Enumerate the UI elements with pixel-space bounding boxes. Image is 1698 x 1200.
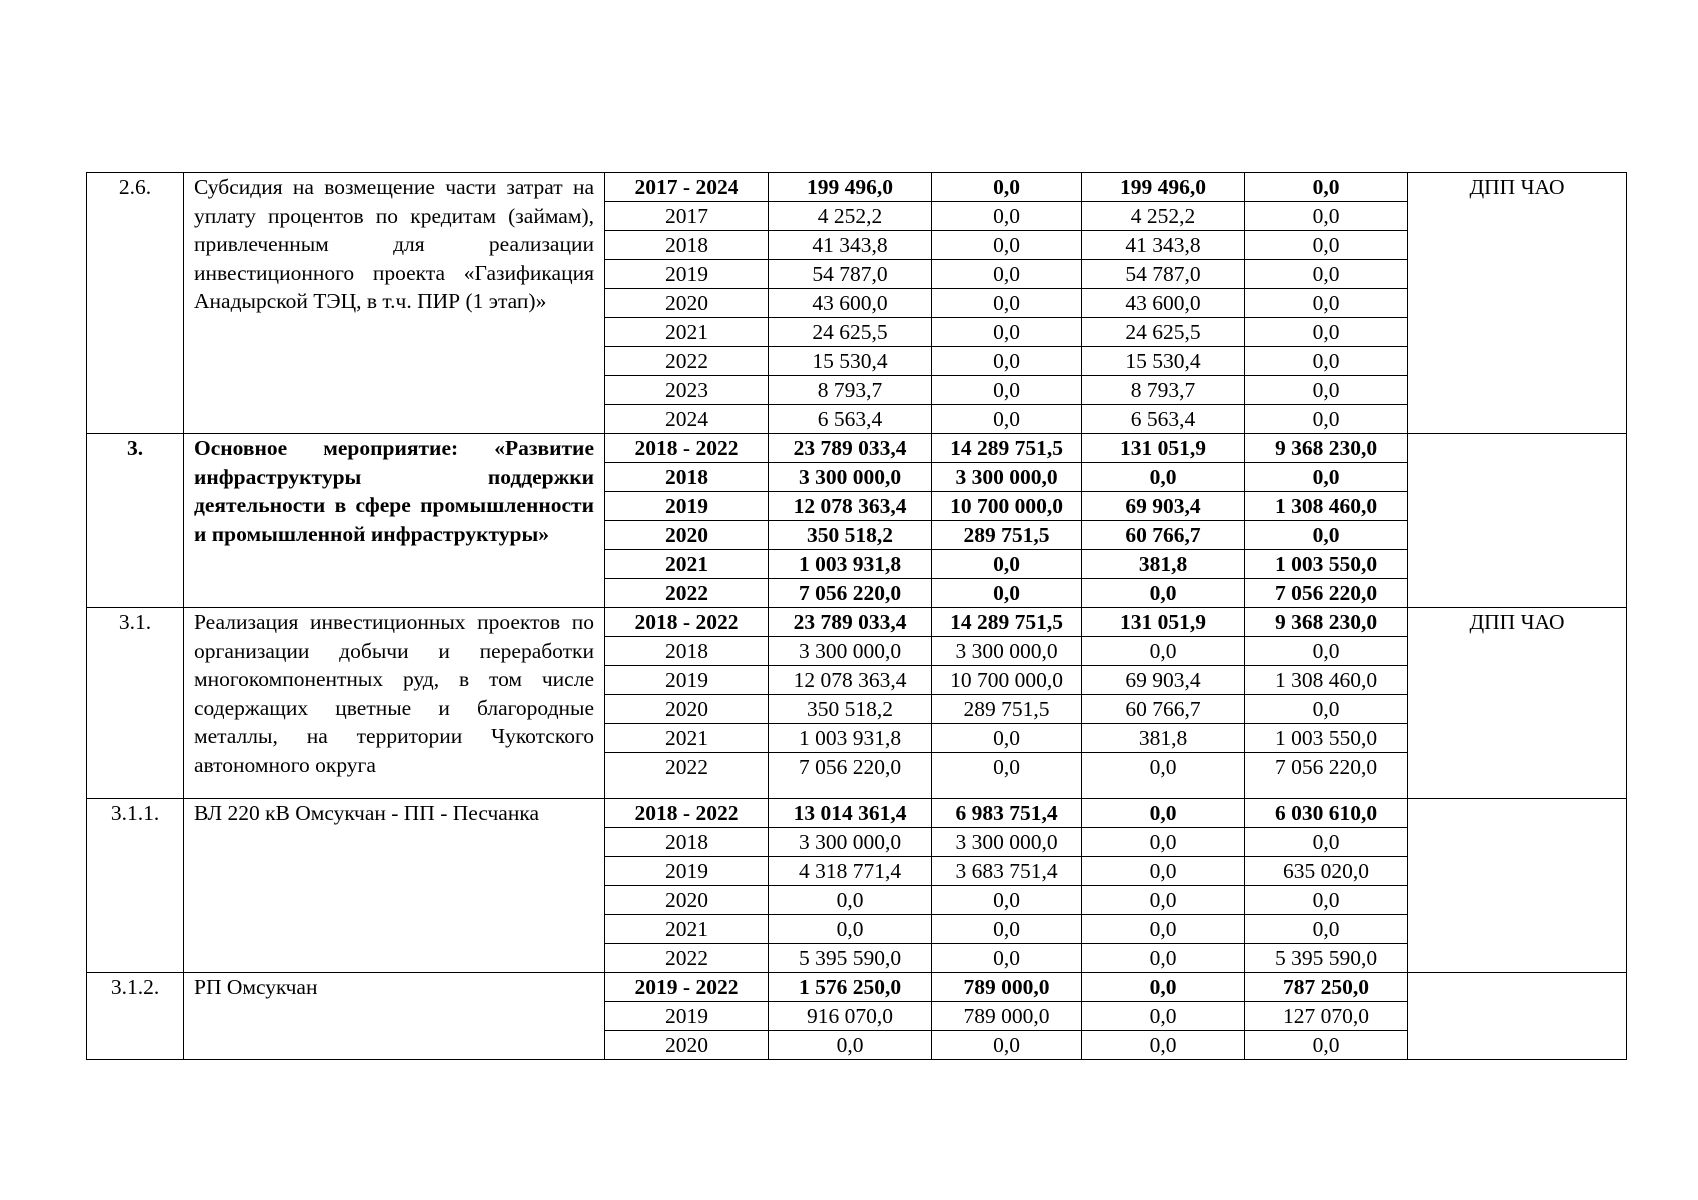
other-sources-cell: 0,0 (1245, 637, 1408, 666)
table-row (87, 608, 1627, 637)
total-cell: 12 078 363,4 (769, 666, 932, 695)
table-row (87, 173, 1627, 202)
regional-budget-cell: 0,0 (1082, 799, 1245, 828)
regional-budget-cell: 24 625,5 (1082, 318, 1245, 347)
regional-budget-cell: 0,0 (1082, 857, 1245, 886)
table-row (87, 434, 1627, 463)
item-number: 3.1. (87, 608, 184, 799)
period-cell: 2018 (605, 828, 769, 857)
other-sources-cell: 1 003 550,0 (1245, 550, 1408, 579)
regional-budget-cell: 54 787,0 (1082, 260, 1245, 289)
federal-budget-cell: 3 683 751,4 (932, 857, 1082, 886)
regional-budget-cell: 0,0 (1082, 637, 1245, 666)
other-sources-cell: 0,0 (1245, 376, 1408, 405)
regional-budget-cell: 0,0 (1082, 753, 1245, 799)
total-cell: 4 252,2 (769, 202, 932, 231)
total-cell: 0,0 (769, 915, 932, 944)
regional-budget-cell: 8 793,7 (1082, 376, 1245, 405)
responsible-executor (1408, 434, 1627, 608)
regional-budget-cell: 60 766,7 (1082, 695, 1245, 724)
total-cell: 41 343,8 (769, 231, 932, 260)
other-sources-cell: 0,0 (1245, 915, 1408, 944)
total-cell: 3 300 000,0 (769, 463, 932, 492)
other-sources-cell: 7 056 220,0 (1245, 579, 1408, 608)
other-sources-cell: 0,0 (1245, 289, 1408, 318)
regional-budget-cell: 0,0 (1082, 886, 1245, 915)
total-cell: 3 300 000,0 (769, 828, 932, 857)
period-cell: 2018 (605, 637, 769, 666)
federal-budget-cell: 0,0 (932, 260, 1082, 289)
total-cell: 199 496,0 (769, 173, 932, 202)
other-sources-cell: 9 368 230,0 (1245, 434, 1408, 463)
federal-budget-cell: 0,0 (932, 405, 1082, 434)
regional-budget-cell: 0,0 (1082, 463, 1245, 492)
regional-budget-cell: 60 766,7 (1082, 521, 1245, 550)
period-cell: 2017 - 2024 (605, 173, 769, 202)
other-sources-cell: 1 308 460,0 (1245, 492, 1408, 521)
regional-budget-cell: 0,0 (1082, 1031, 1245, 1060)
regional-budget-cell: 69 903,4 (1082, 666, 1245, 695)
period-cell: 2019 - 2022 (605, 973, 769, 1002)
other-sources-cell: 1 308 460,0 (1245, 666, 1408, 695)
regional-budget-cell: 0,0 (1082, 973, 1245, 1002)
federal-budget-cell: 10 700 000,0 (932, 492, 1082, 521)
total-cell: 8 793,7 (769, 376, 932, 405)
period-cell: 2019 (605, 260, 769, 289)
federal-budget-cell: 0,0 (932, 944, 1082, 973)
period-cell: 2023 (605, 376, 769, 405)
federal-budget-cell: 0,0 (932, 289, 1082, 318)
other-sources-cell: 0,0 (1245, 173, 1408, 202)
period-cell: 2019 (605, 857, 769, 886)
other-sources-cell: 0,0 (1245, 828, 1408, 857)
total-cell: 1 003 931,8 (769, 550, 932, 579)
period-cell: 2018 - 2022 (605, 434, 769, 463)
period-cell: 2020 (605, 695, 769, 724)
total-cell: 350 518,2 (769, 521, 932, 550)
federal-budget-cell: 3 300 000,0 (932, 463, 1082, 492)
regional-budget-cell: 69 903,4 (1082, 492, 1245, 521)
federal-budget-cell: 0,0 (932, 318, 1082, 347)
item-number: 2.6. (87, 173, 184, 434)
federal-budget-cell: 0,0 (932, 579, 1082, 608)
total-cell: 0,0 (769, 1031, 932, 1060)
total-cell: 350 518,2 (769, 695, 932, 724)
total-cell: 23 789 033,4 (769, 608, 932, 637)
other-sources-cell: 0,0 (1245, 463, 1408, 492)
regional-budget-cell: 381,8 (1082, 724, 1245, 753)
responsible-executor (1408, 799, 1627, 973)
other-sources-cell: 1 003 550,0 (1245, 724, 1408, 753)
period-cell: 2020 (605, 886, 769, 915)
total-cell: 0,0 (769, 886, 932, 915)
period-cell: 2020 (605, 1031, 769, 1060)
period-cell: 2017 (605, 202, 769, 231)
period-cell: 2021 (605, 915, 769, 944)
other-sources-cell: 635 020,0 (1245, 857, 1408, 886)
total-cell: 15 530,4 (769, 347, 932, 376)
total-cell: 4 318 771,4 (769, 857, 932, 886)
total-cell: 43 600,0 (769, 289, 932, 318)
other-sources-cell: 0,0 (1245, 231, 1408, 260)
regional-budget-cell: 0,0 (1082, 944, 1245, 973)
other-sources-cell: 0,0 (1245, 405, 1408, 434)
regional-budget-cell: 4 252,2 (1082, 202, 1245, 231)
federal-budget-cell: 6 983 751,4 (932, 799, 1082, 828)
total-cell: 916 070,0 (769, 1002, 932, 1031)
total-cell: 24 625,5 (769, 318, 932, 347)
regional-budget-cell: 0,0 (1082, 828, 1245, 857)
item-description: Основное мероприятие: «Развитие инфраструктуры поддержки деятельности в сфере промышленности и промышленной инфраструктуры» (184, 434, 605, 608)
total-cell: 6 563,4 (769, 405, 932, 434)
period-cell: 2018 (605, 231, 769, 260)
period-cell: 2019 (605, 1002, 769, 1031)
other-sources-cell: 6 030 610,0 (1245, 799, 1408, 828)
federal-budget-cell: 0,0 (932, 202, 1082, 231)
regional-budget-cell: 15 530,4 (1082, 347, 1245, 376)
federal-budget-cell: 0,0 (932, 231, 1082, 260)
item-description: Субсидия на возмещение части затрат на уплату процентов по кредитам (займам), привлеченным для реализации инвестиционного проекта «Газификация Анадырской ТЭЦ, в т.ч. ПИР (1 этап)» (184, 173, 605, 434)
item-number: 3.1.2. (87, 973, 184, 1060)
responsible-executor: ДПП ЧАО (1408, 173, 1627, 434)
other-sources-cell: 9 368 230,0 (1245, 608, 1408, 637)
total-cell: 7 056 220,0 (769, 753, 932, 799)
period-cell: 2021 (605, 550, 769, 579)
total-cell: 54 787,0 (769, 260, 932, 289)
item-description: ВЛ 220 кВ Омсукчан - ПП - Песчанка (184, 799, 605, 973)
total-cell: 1 576 250,0 (769, 973, 932, 1002)
regional-budget-cell: 41 343,8 (1082, 231, 1245, 260)
federal-budget-cell: 0,0 (932, 753, 1082, 799)
total-cell: 5 395 590,0 (769, 944, 932, 973)
federal-budget-cell: 0,0 (932, 724, 1082, 753)
other-sources-cell: 0,0 (1245, 521, 1408, 550)
regional-budget-cell: 131 051,9 (1082, 608, 1245, 637)
table-row (87, 799, 1627, 828)
other-sources-cell: 787 250,0 (1245, 973, 1408, 1002)
regional-budget-cell: 43 600,0 (1082, 289, 1245, 318)
total-cell: 13 014 361,4 (769, 799, 932, 828)
regional-budget-cell: 381,8 (1082, 550, 1245, 579)
other-sources-cell: 0,0 (1245, 886, 1408, 915)
federal-budget-cell: 14 289 751,5 (932, 434, 1082, 463)
federal-budget-cell: 0,0 (932, 915, 1082, 944)
federal-budget-cell: 14 289 751,5 (932, 608, 1082, 637)
total-cell: 3 300 000,0 (769, 637, 932, 666)
federal-budget-cell: 289 751,5 (932, 695, 1082, 724)
period-cell: 2018 - 2022 (605, 799, 769, 828)
period-cell: 2020 (605, 521, 769, 550)
period-cell: 2021 (605, 318, 769, 347)
regional-budget-cell: 199 496,0 (1082, 173, 1245, 202)
federal-budget-cell: 10 700 000,0 (932, 666, 1082, 695)
total-cell: 23 789 033,4 (769, 434, 932, 463)
period-cell: 2019 (605, 492, 769, 521)
federal-budget-cell: 0,0 (932, 886, 1082, 915)
table-row (87, 973, 1627, 1002)
other-sources-cell: 127 070,0 (1245, 1002, 1408, 1031)
federal-budget-cell: 3 300 000,0 (932, 637, 1082, 666)
federal-budget-cell: 0,0 (932, 550, 1082, 579)
responsible-executor (1408, 973, 1627, 1060)
period-cell: 2020 (605, 289, 769, 318)
other-sources-cell: 0,0 (1245, 260, 1408, 289)
period-cell: 2022 (605, 579, 769, 608)
total-cell: 12 078 363,4 (769, 492, 932, 521)
other-sources-cell: 7 056 220,0 (1245, 753, 1408, 799)
item-number: 3.1.1. (87, 799, 184, 973)
period-cell: 2024 (605, 405, 769, 434)
regional-budget-cell: 0,0 (1082, 915, 1245, 944)
period-cell: 2018 - 2022 (605, 608, 769, 637)
item-description: РП Омсукчан (184, 973, 605, 1060)
item-description: Реализация инвестиционных проектов по организации добычи и переработки многокомпонентных руд, в том числе содержащих цветные и благородные металлы, на территории Чукотского автономного округа (184, 608, 605, 799)
item-number: 3. (87, 434, 184, 608)
other-sources-cell: 0,0 (1245, 695, 1408, 724)
federal-budget-cell: 289 751,5 (932, 521, 1082, 550)
total-cell: 7 056 220,0 (769, 579, 932, 608)
other-sources-cell: 5 395 590,0 (1245, 944, 1408, 973)
federal-budget-cell: 0,0 (932, 173, 1082, 202)
other-sources-cell: 0,0 (1245, 318, 1408, 347)
other-sources-cell: 0,0 (1245, 1031, 1408, 1060)
federal-budget-cell: 3 300 000,0 (932, 828, 1082, 857)
period-cell: 2018 (605, 463, 769, 492)
funding-table (86, 172, 1627, 1060)
federal-budget-cell: 789 000,0 (932, 1002, 1082, 1031)
other-sources-cell: 0,0 (1245, 202, 1408, 231)
regional-budget-cell: 0,0 (1082, 1002, 1245, 1031)
regional-budget-cell: 6 563,4 (1082, 405, 1245, 434)
period-cell: 2022 (605, 347, 769, 376)
period-cell: 2019 (605, 666, 769, 695)
other-sources-cell: 0,0 (1245, 347, 1408, 376)
period-cell: 2021 (605, 724, 769, 753)
funding-table-body (87, 173, 1627, 1060)
federal-budget-cell: 0,0 (932, 376, 1082, 405)
federal-budget-cell: 789 000,0 (932, 973, 1082, 1002)
regional-budget-cell: 131 051,9 (1082, 434, 1245, 463)
period-cell: 2022 (605, 944, 769, 973)
period-cell: 2022 (605, 753, 769, 799)
federal-budget-cell: 0,0 (932, 347, 1082, 376)
federal-budget-cell: 0,0 (932, 1031, 1082, 1060)
responsible-executor: ДПП ЧАО (1408, 608, 1627, 799)
regional-budget-cell: 0,0 (1082, 579, 1245, 608)
total-cell: 1 003 931,8 (769, 724, 932, 753)
